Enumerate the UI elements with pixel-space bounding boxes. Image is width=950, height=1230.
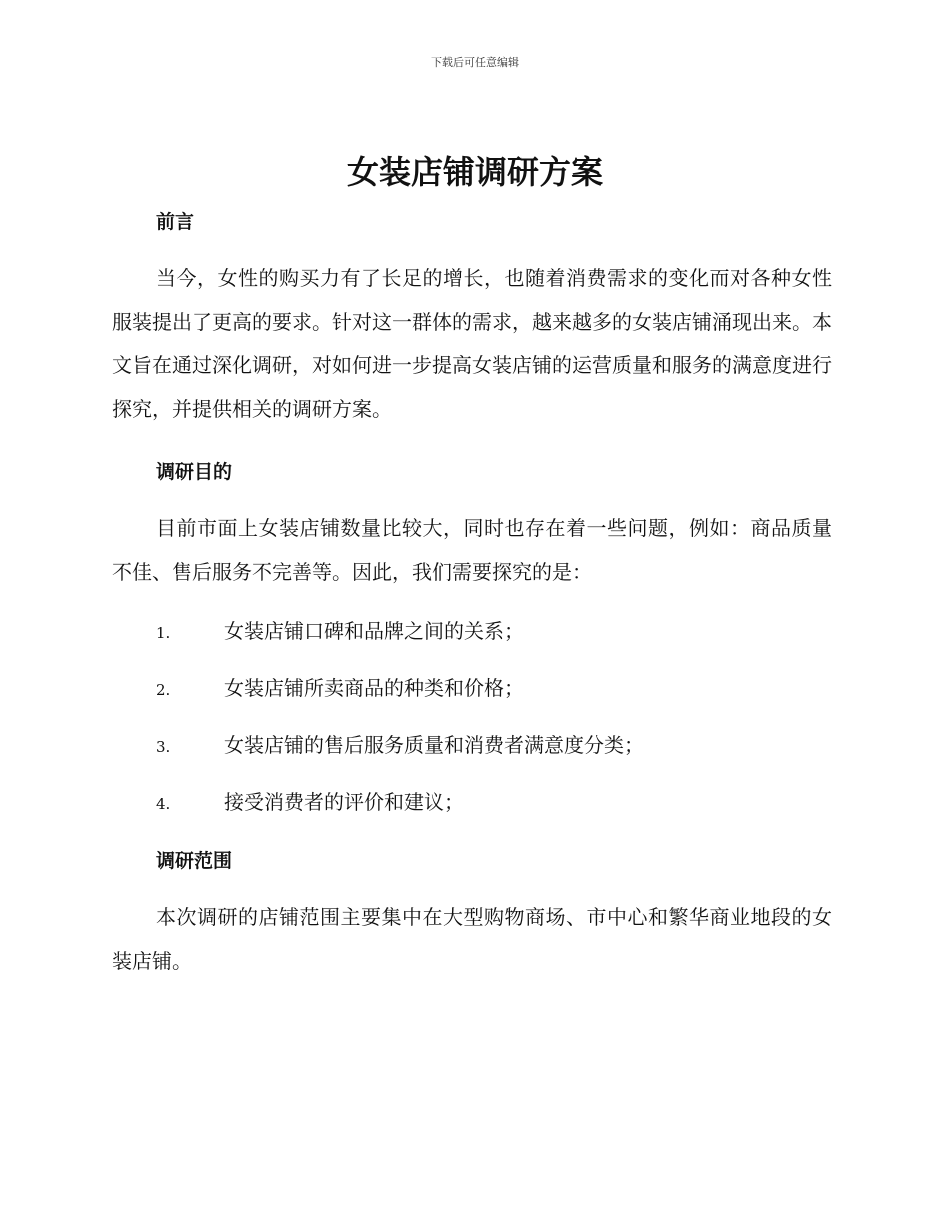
list-item	[156, 731, 836, 761]
header-note: 下载后可任意编辑	[431, 56, 519, 69]
list-item-text: 女装店铺所卖商品的种类和价格；	[224, 676, 524, 700]
preface-heading: 前言	[156, 211, 195, 233]
purpose-paragraph: 目前市面上女装店铺数量比较大，同时也存在着一些问题，例如：商品质量不佳、售后服务不完善等。因此，我们需要探究的是：	[112, 516, 832, 584]
list-item	[156, 674, 836, 704]
preface-paragraph: 当今，女性的购买力有了长足的增长，也随着消费需求的变化而对各种女性服装提出了更高的要求。针对这一群体的需求，越来越多的女装店铺涌现出来。本文旨在通过深化调研，对如何进一步提高女装店铺的运营质量和服务的满意度进行探究，并提供相关的调研方案。	[112, 266, 832, 421]
list-item-text: 接受消费者的评价和建议；	[224, 790, 464, 814]
list-item-number: 2.	[156, 681, 171, 699]
list-item-text: 女装店铺的售后服务质量和消费者满意度分类；	[224, 733, 644, 757]
scope-paragraph: 本次调研的店铺范围主要集中在大型购物商场、市中心和繁华商业地段的女装店铺。	[112, 905, 832, 973]
list-item-number: 4.	[156, 795, 171, 813]
scope-heading: 调研范围	[156, 850, 233, 872]
list-item-number: 3.	[156, 738, 171, 756]
list-item-number: 1.	[156, 624, 171, 642]
list-item	[156, 617, 836, 647]
document-title: 女装店铺调研方案	[346, 153, 603, 191]
purpose-heading: 调研目的	[156, 461, 233, 483]
list-item	[156, 788, 836, 818]
list-item-text: 女装店铺口碑和品牌之间的关系；	[224, 619, 524, 643]
